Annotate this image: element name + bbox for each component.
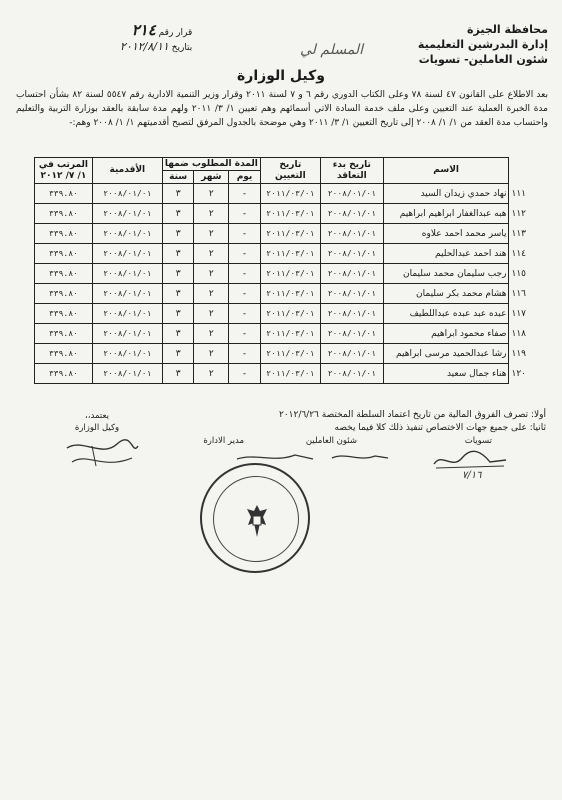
ministry-title: وكيل الوزارة bbox=[74, 423, 120, 433]
row-number: ١١٥ bbox=[511, 268, 526, 279]
employee-name: صفاء محمود ابراهيم bbox=[383, 324, 509, 344]
salary: ٣٣٩.٨٠ bbox=[35, 264, 93, 284]
contract-date: ٢٠٠٨/٠١/٠١ bbox=[320, 184, 383, 204]
period-year: ٣ bbox=[162, 264, 194, 284]
approval-prefix: يعتمد،، bbox=[85, 411, 109, 421]
row-number: ١٢٠ bbox=[511, 368, 526, 379]
sig-admin-director-label: مدير الادارة bbox=[203, 436, 244, 446]
appointment-date: ٢٠١١/٠٣/٠١ bbox=[260, 224, 320, 244]
appointment-date: ٢٠١١/٠٣/٠١ bbox=[260, 284, 320, 304]
decision-clauses bbox=[186, 409, 546, 435]
period-day: - bbox=[229, 264, 261, 284]
row-number: ١١٧ bbox=[511, 308, 526, 319]
table-row bbox=[35, 244, 529, 264]
salary: ٣٣٩.٨٠ bbox=[35, 184, 93, 204]
ministry-approval bbox=[62, 410, 132, 434]
eagle-emblem-icon bbox=[244, 503, 270, 539]
clause-second: ثانيا: على جميع جهات الاختصاص تنفيذ ذلك كلا فيما يخصه bbox=[334, 423, 546, 433]
appointment-date: ٢٠١١/٠٣/٠١ bbox=[260, 304, 320, 324]
period-year: ٣ bbox=[162, 204, 194, 224]
period-month: ٢ bbox=[194, 244, 229, 264]
seniority-date: ٢٠٠٨/٠١/٠١ bbox=[92, 184, 162, 204]
salary: ٣٣٩.٨٠ bbox=[35, 284, 93, 304]
salary: ٣٣٩.٨٠ bbox=[35, 224, 93, 244]
vice-minister-signature bbox=[62, 436, 142, 476]
period-month: ٢ bbox=[194, 184, 229, 204]
section: شئون العاملين- تسويات bbox=[418, 53, 548, 66]
col-month: شهر bbox=[194, 171, 229, 184]
preamble-text: بعد الاطلاع على القانون ٤٧ لسنة ٧٨ وعلى الكتاب الدوري رقم ٦ و ٧ لسنة ٢٠١١ وقرار وزير التنمية الادارية رقم ٥٥٤٧ لسنة ٨٢ بشأن احتساب مدة الخبرة العملية عند التعيين وعلى ملف خدمة السادة الاتي أسمائهم وهم تعيين ١/ ٣/ ٢٠١١ ولهم مدة سابقة بالعقد بوزارة التربية والتعليم واحتساب مدة العقد من ١/ ١/ ٢٠٠٨ إلى تاريخ التعيين ١/ ٣/ ٢٠١١ وهي موضحة بالجدول المرفق لتصبح أقدميتهم ١/ ١/ ٢٠٠٨ وهم:- bbox=[16, 90, 548, 128]
table-row bbox=[35, 304, 529, 324]
period-day: - bbox=[229, 244, 261, 264]
salary: ٣٣٩.٨٠ bbox=[35, 304, 93, 324]
page-title: وكيل الوزارة bbox=[237, 68, 325, 84]
contract-date: ٢٠٠٨/٠١/٠١ bbox=[320, 344, 383, 364]
table-row bbox=[35, 204, 529, 224]
seniority-date: ٢٠٠٨/٠١/٠١ bbox=[92, 244, 162, 264]
period-year: ٣ bbox=[162, 224, 194, 244]
table-row bbox=[35, 344, 529, 364]
employees-table bbox=[34, 157, 528, 384]
col-seniority: الأقدمية bbox=[92, 158, 162, 184]
salary: ٣٣٩.٨٠ bbox=[35, 344, 93, 364]
period-year: ٣ bbox=[162, 184, 194, 204]
seniority-date: ٢٠٠٨/٠١/٠١ bbox=[92, 264, 162, 284]
employee-name: نهاد حمدي زيدان السيد bbox=[383, 184, 509, 204]
period-day: - bbox=[229, 364, 261, 384]
date-label: بتاريخ bbox=[171, 43, 193, 53]
seniority-date: ٢٠٠٨/٠١/٠١ bbox=[92, 204, 162, 224]
row-number: ١١٤ bbox=[511, 248, 526, 259]
official-seal bbox=[200, 463, 310, 573]
table-row bbox=[35, 324, 529, 344]
period-month: ٢ bbox=[194, 364, 229, 384]
sig-settlements-label: تسويات bbox=[464, 436, 492, 446]
col-contract-start: تاريخ بدء التعاقد bbox=[320, 158, 383, 184]
col-salary: المرتب في ١/ ٧/ ٢٠١٢ bbox=[35, 158, 93, 184]
period-year: ٣ bbox=[162, 284, 194, 304]
contract-date: ٢٠٠٨/٠١/٠١ bbox=[320, 224, 383, 244]
appointment-date: ٢٠١١/٠٣/٠١ bbox=[260, 364, 320, 384]
appointment-date: ٢٠١١/٠٣/٠١ bbox=[260, 204, 320, 224]
contract-date: ٢٠٠٨/٠١/٠١ bbox=[320, 244, 383, 264]
table-row bbox=[35, 284, 529, 304]
row-number: ١١٣ bbox=[511, 228, 526, 239]
sig-personnel-label: شئون العاملين bbox=[305, 436, 357, 446]
period-year: ٣ bbox=[162, 364, 194, 384]
top-handwritten-note: المسلم لي bbox=[300, 42, 364, 58]
employee-name: هند احمد عبدالحليم bbox=[383, 244, 509, 264]
table-row bbox=[35, 264, 529, 284]
period-day: - bbox=[229, 224, 261, 244]
period-day: - bbox=[229, 284, 261, 304]
period-month: ٢ bbox=[194, 224, 229, 244]
col-year: سنة bbox=[162, 171, 194, 184]
salary: ٣٣٩.٨٠ bbox=[35, 204, 93, 224]
period-month: ٢ bbox=[194, 344, 229, 364]
settlements-date: ٧/١٦ bbox=[462, 470, 482, 481]
col-day: يوم bbox=[229, 171, 261, 184]
contract-date: ٢٠٠٨/٠١/٠١ bbox=[320, 284, 383, 304]
appointment-date: ٢٠١١/٠٣/٠١ bbox=[260, 244, 320, 264]
col-appointment: تاريخ التعيين bbox=[260, 158, 320, 184]
seniority-date: ٢٠٠٨/٠١/٠١ bbox=[92, 304, 162, 324]
governorate: محافظة الجيزة bbox=[467, 23, 548, 36]
salary: ٣٣٩.٨٠ bbox=[35, 324, 93, 344]
seal-inner-ring bbox=[213, 476, 299, 562]
decision-ref bbox=[120, 21, 193, 55]
period-year: ٣ bbox=[162, 344, 194, 364]
period-day: - bbox=[229, 304, 261, 324]
contract-date: ٢٠٠٨/٠١/٠١ bbox=[320, 204, 383, 224]
decision-date: ٢٠١٢/٨/١١ bbox=[120, 40, 169, 53]
contract-date: ٢٠٠٨/٠١/٠١ bbox=[320, 324, 383, 344]
table-row bbox=[35, 184, 529, 204]
salary: ٣٣٩.٨٠ bbox=[35, 244, 93, 264]
letterhead bbox=[398, 22, 548, 67]
period-day: - bbox=[229, 204, 261, 224]
employee-name: هبه عبدالغفار ابراهيم ابراهيم bbox=[383, 204, 509, 224]
period-year: ٣ bbox=[162, 324, 194, 344]
period-month: ٢ bbox=[194, 204, 229, 224]
seniority-date: ٢٠٠٨/٠١/٠١ bbox=[92, 284, 162, 304]
row-number: ١١١ bbox=[511, 188, 526, 199]
contract-date: ٢٠٠٨/٠١/٠١ bbox=[320, 264, 383, 284]
clause-first: أولا: تصرف الفروق المالية من تاريخ اعتماد السلطة المختصة ٢٠١٢/٦/٢٦ bbox=[278, 410, 546, 420]
personnel-signature bbox=[330, 448, 390, 466]
period-day: - bbox=[229, 344, 261, 364]
appointment-date: ٢٠١١/٠٣/٠١ bbox=[260, 184, 320, 204]
period-day: - bbox=[229, 324, 261, 344]
employee-name: هشام محمد بكر سليمان bbox=[383, 284, 509, 304]
salary: ٣٣٩.٨٠ bbox=[35, 364, 93, 384]
row-number: ١١٩ bbox=[511, 348, 526, 359]
decision-label: قرار رقم bbox=[158, 28, 193, 38]
col-period: المدة المطلوب ضمها bbox=[162, 158, 260, 171]
contract-date: ٢٠٠٨/٠١/٠١ bbox=[320, 304, 383, 324]
period-month: ٢ bbox=[194, 284, 229, 304]
period-month: ٢ bbox=[194, 264, 229, 284]
employee-name: رشا عبدالحميد مرسى ابراهيم bbox=[383, 344, 509, 364]
appointment-date: ٢٠١١/٠٣/٠١ bbox=[260, 324, 320, 344]
department: إدارة البدرشين التعليمية bbox=[417, 38, 548, 51]
period-month: ٢ bbox=[194, 324, 229, 344]
table-row bbox=[35, 364, 529, 384]
row-number: ١١٢ bbox=[511, 208, 526, 219]
settlements-signature bbox=[430, 448, 510, 472]
seniority-date: ٢٠٠٨/٠١/٠١ bbox=[92, 224, 162, 244]
row-number-header bbox=[509, 158, 528, 184]
period-year: ٣ bbox=[162, 304, 194, 324]
decision-number: ٢١٤ bbox=[131, 21, 156, 39]
row-number: ١١٨ bbox=[511, 328, 526, 339]
contract-date: ٢٠٠٨/٠١/٠١ bbox=[320, 364, 383, 384]
col-name: الاسم bbox=[383, 158, 509, 184]
employee-name: رجب سليمان محمد سليمان bbox=[383, 264, 509, 284]
employee-name: عبده عبد عبده عبداللطيف bbox=[383, 304, 509, 324]
appointment-date: ٢٠١١/٠٣/٠١ bbox=[260, 264, 320, 284]
appointment-date: ٢٠١١/٠٣/٠١ bbox=[260, 344, 320, 364]
employee-name: ياسر محمد احمد علاوه bbox=[383, 224, 509, 244]
seniority-date: ٢٠٠٨/٠١/٠١ bbox=[92, 324, 162, 344]
seniority-date: ٢٠٠٨/٠١/٠١ bbox=[92, 344, 162, 364]
employee-name: هناء جمال سعيد bbox=[383, 364, 509, 384]
period-year: ٣ bbox=[162, 244, 194, 264]
row-number: ١١٦ bbox=[511, 288, 526, 299]
period-month: ٢ bbox=[194, 304, 229, 324]
seniority-date: ٢٠٠٨/٠١/٠١ bbox=[92, 364, 162, 384]
table-row bbox=[35, 224, 529, 244]
period-day: - bbox=[229, 184, 261, 204]
